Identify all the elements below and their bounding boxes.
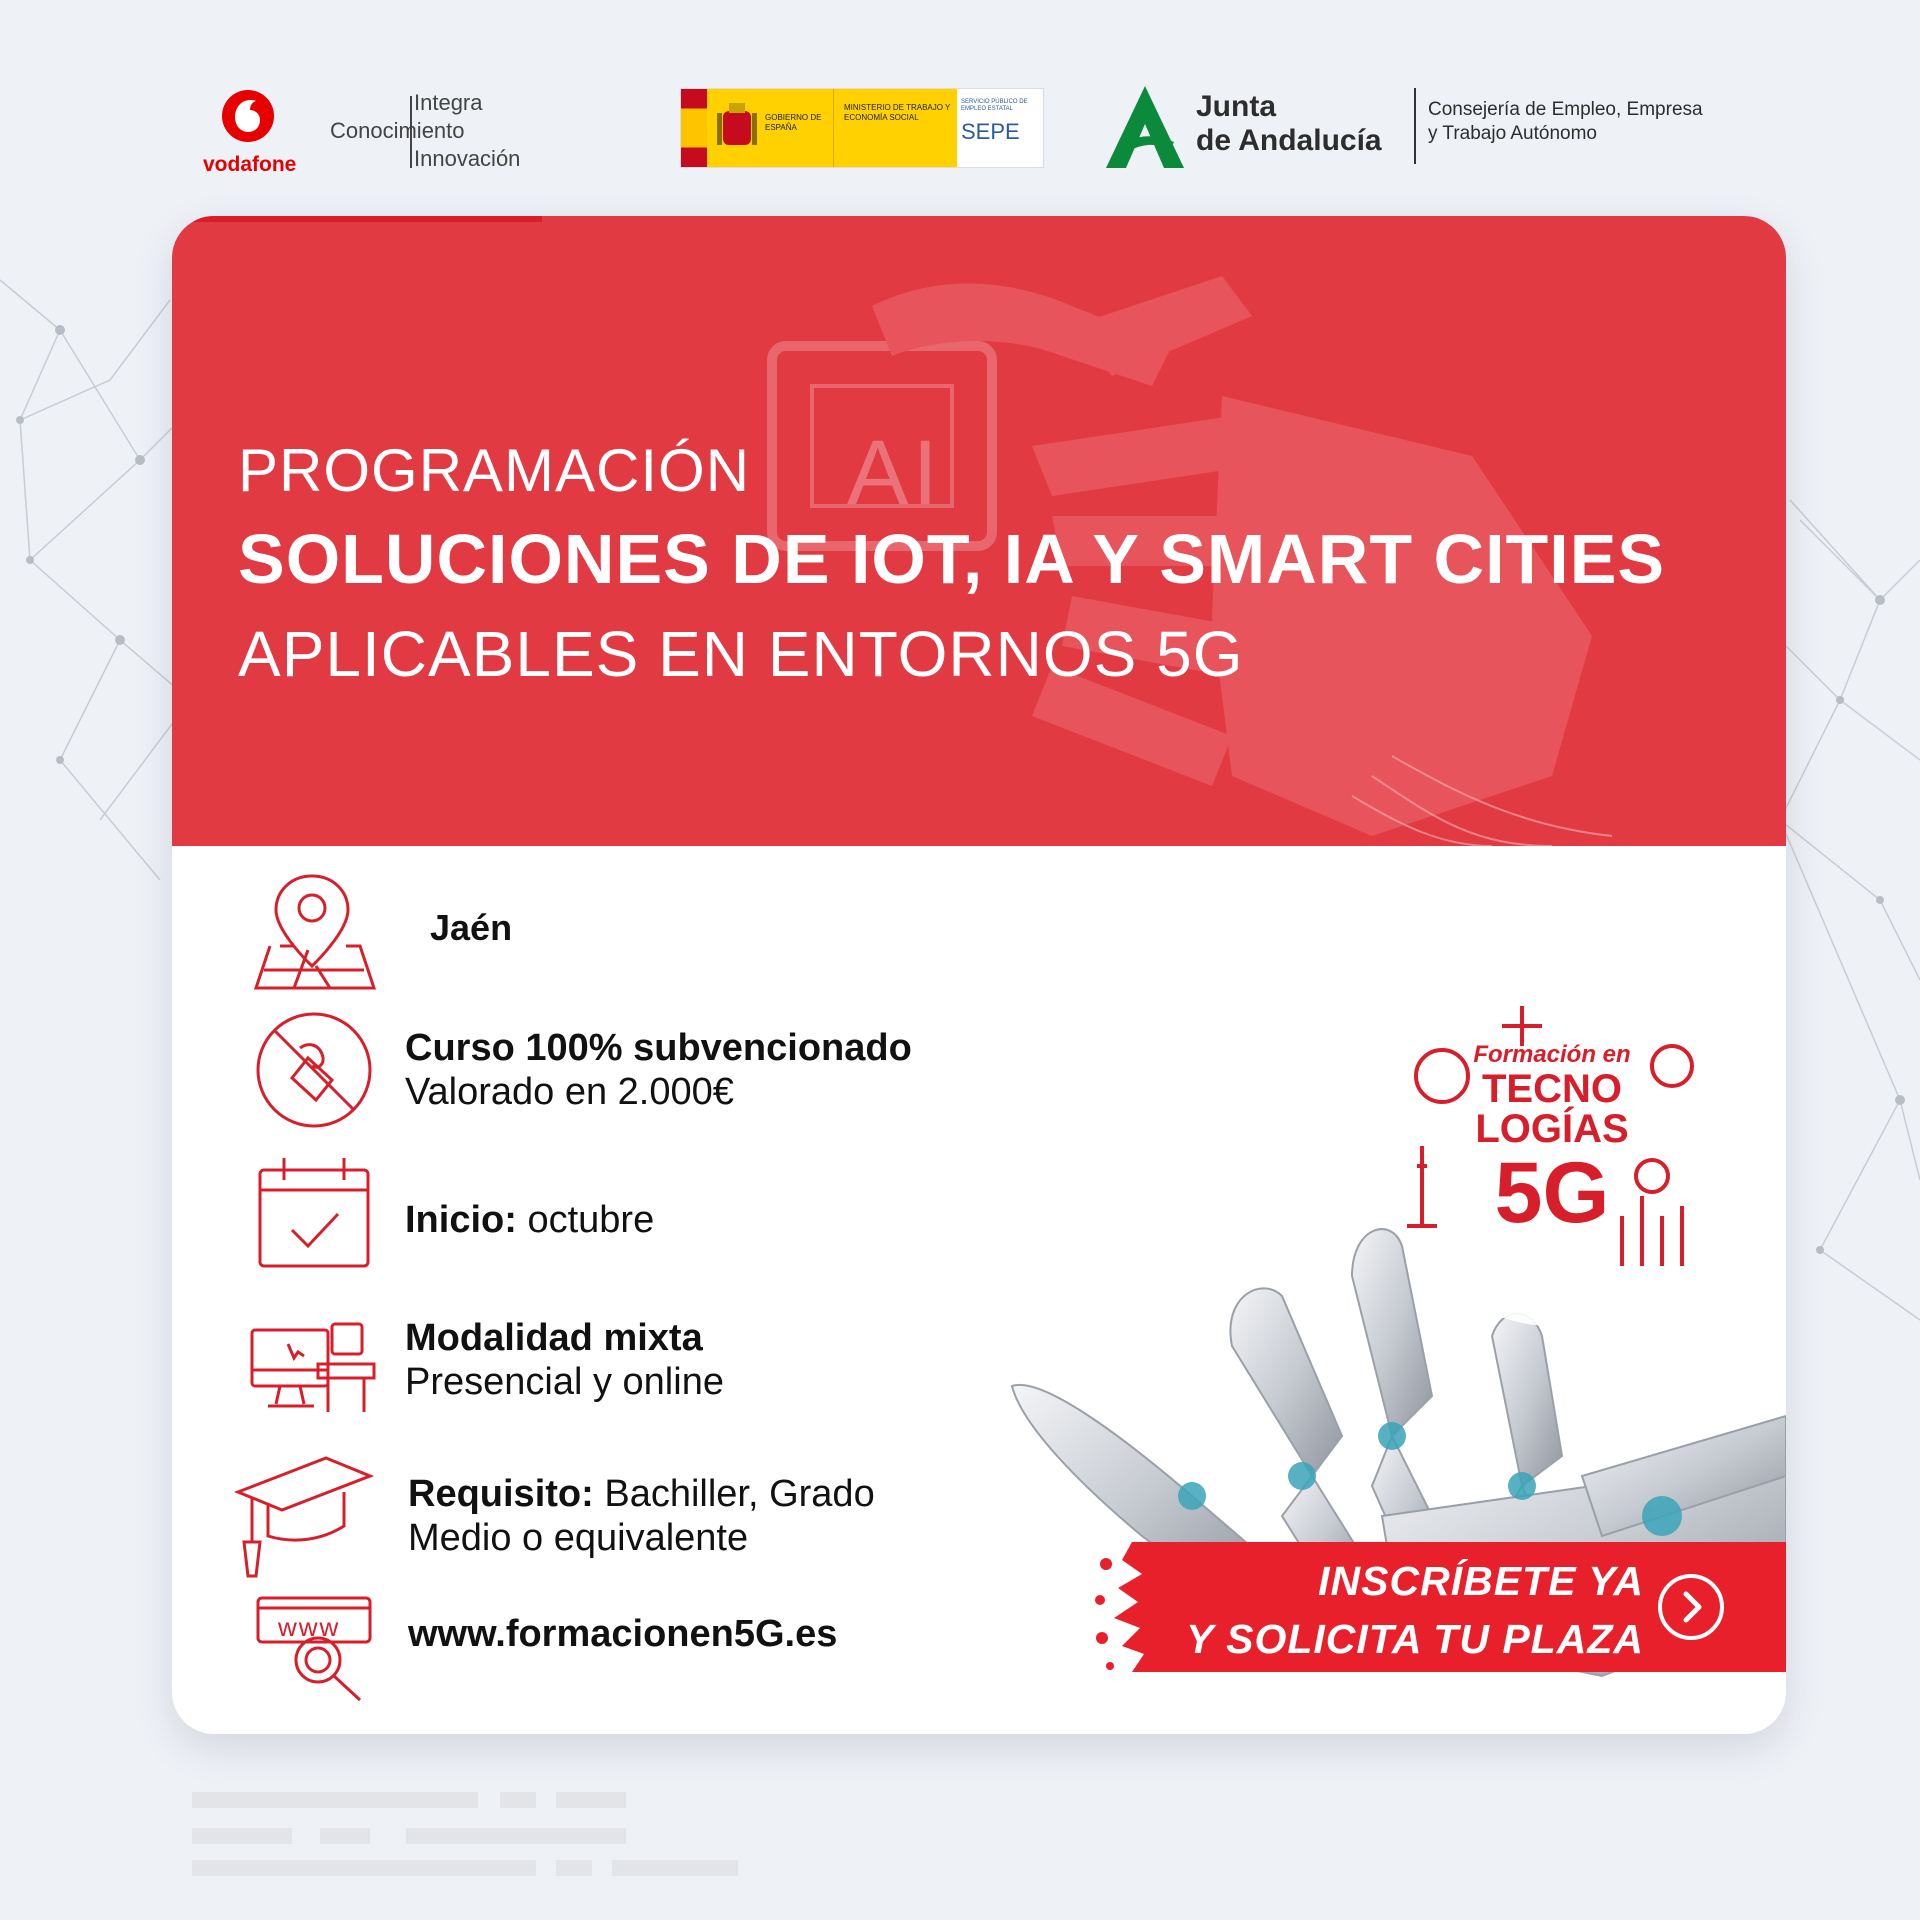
chevron-right-icon (1662, 1578, 1720, 1636)
course-card (172, 216, 1786, 1734)
junta-line2: de Andalucía (1196, 124, 1382, 157)
requirement-value-line2: Medio o equivalente (408, 1517, 749, 1559)
ici-line1: Integra (414, 90, 483, 115)
web-search-icon (254, 1594, 378, 1706)
start-label: Inicio: (405, 1199, 517, 1241)
graduation-cap-icon (234, 1452, 374, 1580)
ici-line3: Innovación (414, 146, 521, 171)
hero-subtitle: APLICABLES EN ENTORNOS 5G (238, 618, 1244, 690)
mode-title: Modalidad mixta (405, 1317, 703, 1359)
calendar-check-icon (256, 1156, 372, 1270)
computer-classroom-icon (248, 1320, 378, 1416)
coat-of-arms-icon (715, 99, 759, 155)
gobierno-sepe-logo (680, 88, 1044, 168)
mode-value: Presencial y online (405, 1361, 724, 1403)
map-pin-icon (250, 866, 380, 996)
hero-line-programacion: PROGRAMACIÓN (238, 437, 751, 504)
enroll-cta-button[interactable] (1092, 1542, 1786, 1672)
start-value: octubre (527, 1199, 655, 1241)
consejeria-line1: Consejería de Empleo, Empresa (1428, 99, 1703, 120)
chip-ai-label: AI (847, 422, 942, 524)
website-link[interactable]: www.formacionen5G.es (408, 1613, 838, 1655)
ici-line2: Conocimiento (330, 118, 465, 143)
servicio-text: SERVICIO PÚBLICO DE EMPLEO ESTATAL (961, 99, 1028, 112)
badge-logias: LOGÍAS (1475, 1107, 1629, 1151)
ici-logo (330, 90, 550, 170)
no-money-icon (252, 1008, 376, 1132)
arrow-circle-icon[interactable] (1658, 1574, 1724, 1640)
www-label: www (278, 1612, 341, 1642)
junta-a-icon (1104, 84, 1186, 170)
location-text: Jaén (430, 907, 513, 948)
subsidy-value: Valorado en 2.000€ (405, 1071, 734, 1113)
sepe-text: SEPE (961, 119, 1020, 144)
requirement-label: Requisito: (408, 1473, 594, 1515)
badge-formacion: Formación en (1473, 1041, 1631, 1068)
badge-5g: 5G (1494, 1145, 1610, 1241)
badge-tecno: TECNO (1482, 1067, 1622, 1111)
junta-line1: Junta (1196, 90, 1277, 123)
vodafone-logo (203, 88, 297, 177)
partner-logos (0, 60, 1920, 200)
vodafone-icon (220, 88, 276, 144)
cta-line2: Y SOLICITA TU PLAZA (1186, 1616, 1644, 1662)
vodafone-wordmark: vodafone (203, 153, 297, 176)
subsidy-title: Curso 100% subvencionado (405, 1027, 912, 1069)
gobierno-text: GOBIERNO DE ESPAÑA (765, 113, 822, 132)
spain-flag-icon (681, 89, 707, 167)
cta-line1: INSCRÍBETE YA (1318, 1558, 1644, 1604)
junta-andalucia-logo (1100, 84, 1800, 184)
hero-title: SOLUCIONES DE IOT, IA Y SMART CITIES (238, 520, 1666, 598)
requirement-value-line1: Bachiller, Grado (604, 1473, 875, 1515)
hero-banner (172, 216, 1786, 846)
ministerio-text: MINISTERIO DE TRABAJO Y ECONOMÍA SOCIAL (833, 89, 957, 167)
consejeria-line2: y Trabajo Autónomo (1428, 123, 1597, 144)
